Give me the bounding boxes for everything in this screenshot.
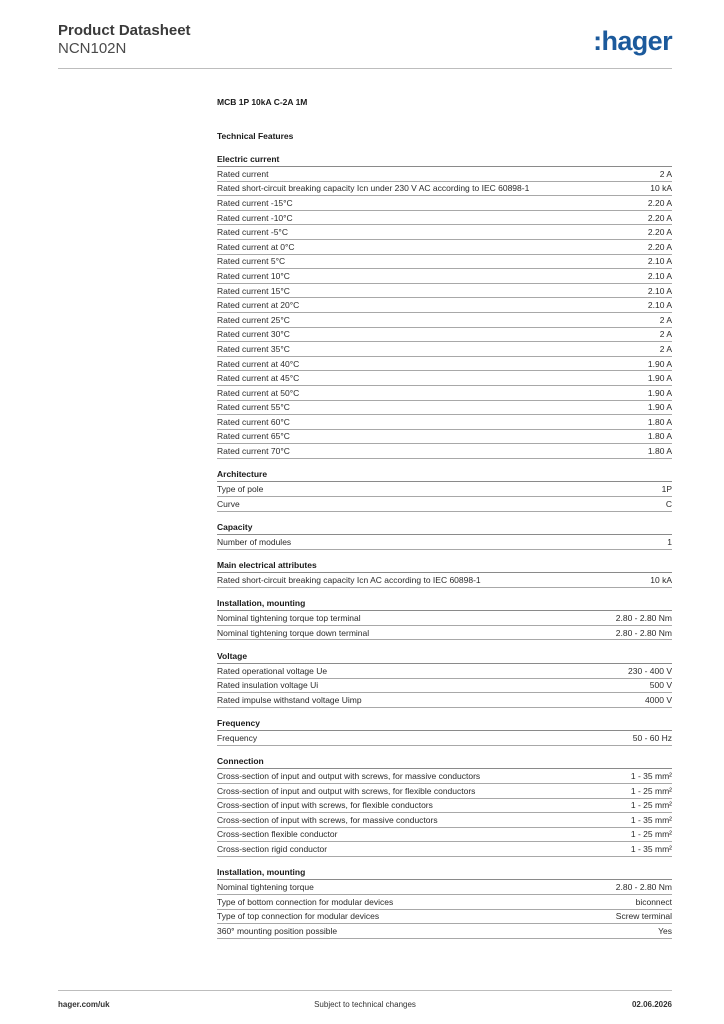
feature-value: 1 - 25 mm² [630, 800, 672, 811]
feature-value: biconnect [635, 896, 672, 907]
feature-value: 2.10 A [647, 256, 672, 267]
feature-value: 1 [667, 536, 672, 547]
feature-row [217, 386, 672, 401]
feature-value: 1P [661, 484, 672, 495]
product-code: NCN102N [58, 40, 127, 57]
feature-row [217, 401, 672, 416]
feature-row [217, 535, 672, 550]
feature-label: Rated current 55°C [217, 402, 290, 413]
feature-row [217, 828, 672, 843]
product-name: MCB 1P 10kA C-2A 1M [217, 97, 308, 107]
feature-row [217, 664, 672, 679]
feature-value: 230 - 400 V [628, 665, 672, 676]
feature-row [217, 895, 672, 910]
feature-value: 1.90 A [647, 358, 672, 369]
footer-notice: Subject to technical changes [314, 1000, 416, 1009]
hager-logo [593, 26, 672, 57]
feature-label: Rated current [217, 168, 269, 179]
section-title: Voltage [217, 650, 672, 664]
feature-label: Number of modules [217, 536, 292, 547]
feature-label: Cross-section of input with screws, for massive conductors [217, 814, 438, 825]
feature-value: 1 - 25 mm² [630, 785, 672, 796]
feature-value: 2 A [659, 168, 672, 179]
feature-value: 1.90 A [647, 387, 672, 398]
feature-row [217, 357, 672, 372]
feature-label: Rated current 30°C [217, 329, 290, 340]
feature-value: 10 kA [650, 574, 672, 585]
feature-value: 2.80 - 2.80 Nm [615, 627, 672, 638]
feature-section [217, 559, 672, 588]
feature-row [217, 430, 672, 445]
feature-row [217, 731, 672, 746]
feature-row [217, 284, 672, 299]
feature-section [217, 521, 672, 550]
feature-label: Rated current -5°C [217, 227, 288, 238]
section-title: Installation, mounting [217, 597, 672, 611]
feature-label: Cross-section flexible conductor [217, 829, 338, 840]
feature-row [217, 255, 672, 270]
logo-text: hager [601, 26, 672, 56]
feature-label: Nominal tightening torque top terminal [217, 613, 361, 624]
feature-row [217, 342, 672, 357]
feature-label: Rated current 5°C [217, 256, 286, 267]
feature-label: Rated current 25°C [217, 314, 290, 325]
feature-label: Cross-section of input with screws, for flexible conductors [217, 800, 433, 811]
feature-row [217, 415, 672, 430]
feature-sections [217, 153, 672, 939]
feature-value: 1 - 35 mm² [630, 844, 672, 855]
feature-row [217, 371, 672, 386]
feature-row [217, 880, 672, 895]
footer-date: 02.06.2026 [631, 1000, 672, 1009]
feature-label: Rated current -10°C [217, 212, 293, 223]
feature-row [217, 225, 672, 240]
feature-row [217, 444, 672, 459]
feature-label: Nominal tightening torque down terminal [217, 627, 370, 638]
feature-label: Rated current 70°C [217, 446, 290, 457]
feature-row [217, 769, 672, 784]
feature-row [217, 842, 672, 857]
feature-label: Curve [217, 498, 240, 509]
feature-row [217, 573, 672, 588]
feature-row [217, 211, 672, 226]
feature-value: 2.20 A [647, 241, 672, 252]
document-title: Product Datasheet [58, 22, 191, 39]
feature-value: 2.20 A [647, 197, 672, 208]
feature-section [217, 153, 672, 459]
feature-row [217, 784, 672, 799]
feature-section [217, 717, 672, 746]
datasheet-content [217, 96, 672, 948]
feature-section [217, 597, 672, 640]
feature-label: Type of top connection for modular devices [217, 911, 380, 922]
feature-row [217, 626, 672, 641]
feature-row [217, 679, 672, 694]
feature-value: 2.10 A [647, 300, 672, 311]
feature-value: 2.80 - 2.80 Nm [615, 882, 672, 893]
page-header [58, 22, 672, 69]
feature-label: Rated short-circuit breaking capacity Icn under 230 V AC according to IEC 60898-1 [217, 183, 530, 194]
feature-value: 1 - 35 mm² [630, 771, 672, 782]
feature-row [217, 693, 672, 708]
section-title: Installation, mounting [217, 866, 672, 880]
feature-value: 2.80 - 2.80 Nm [615, 613, 672, 624]
feature-label: Rated current at 50°C [217, 387, 300, 398]
feature-value: 2 A [659, 343, 672, 354]
feature-label: Cross-section of input and output with screws, for flexible conductors [217, 785, 476, 796]
feature-row [217, 482, 672, 497]
page-footer [58, 990, 672, 1013]
feature-label: Nominal tightening torque [217, 882, 314, 893]
feature-row [217, 298, 672, 313]
feature-value: 2.20 A [647, 212, 672, 223]
section-title: Architecture [217, 468, 672, 482]
feature-row [217, 328, 672, 343]
feature-label: Rated current at 45°C [217, 373, 300, 384]
feature-label: Type of bottom connection for modular devices [217, 896, 394, 907]
feature-row [217, 799, 672, 814]
feature-row [217, 497, 672, 512]
feature-label: Cross-section of input and output with screws, for massive conductors [217, 771, 481, 782]
feature-value: 1.90 A [647, 402, 672, 413]
feature-row [217, 182, 672, 197]
feature-value: 2 A [659, 329, 672, 340]
section-title: Electric current [217, 153, 672, 167]
section-title: Main electrical attributes [217, 559, 672, 573]
feature-label: Frequency [217, 733, 258, 744]
feature-value: 1 - 25 mm² [630, 829, 672, 840]
feature-label: 360° mounting position possible [217, 925, 338, 936]
feature-label: Rated current 65°C [217, 431, 290, 442]
feature-label: Rated current at 40°C [217, 358, 300, 369]
feature-value: 2.10 A [647, 285, 672, 296]
feature-row [217, 611, 672, 626]
feature-row [217, 167, 672, 182]
feature-label: Rated current 60°C [217, 416, 290, 427]
feature-label: Rated current -15°C [217, 197, 293, 208]
feature-label: Type of pole [217, 484, 264, 495]
feature-value: 1.90 A [647, 373, 672, 384]
feature-value: 4000 V [645, 694, 672, 705]
feature-label: Rated current 15°C [217, 285, 290, 296]
feature-value: 2 A [659, 314, 672, 325]
feature-value: C [665, 498, 672, 509]
feature-label: Rated operational voltage Ue [217, 665, 328, 676]
feature-row [217, 269, 672, 284]
feature-value: 2.10 A [647, 270, 672, 281]
section-title: Frequency [217, 717, 672, 731]
feature-value: 10 kA [650, 183, 672, 194]
feature-value: 1.80 A [647, 416, 672, 427]
section-title: Connection [217, 755, 672, 769]
feature-value: 1.80 A [647, 446, 672, 457]
feature-label: Rated current at 20°C [217, 300, 300, 311]
feature-row [217, 813, 672, 828]
section-title: Capacity [217, 521, 672, 535]
technical-features-heading: Technical Features [217, 131, 294, 141]
feature-section [217, 650, 672, 708]
feature-label: Rated current 35°C [217, 343, 290, 354]
feature-value: 50 - 60 Hz [632, 733, 672, 744]
feature-label: Cross-section rigid conductor [217, 844, 328, 855]
feature-value: 500 V [649, 680, 672, 691]
feature-label: Rated impulse withstand voltage Uimp [217, 694, 362, 705]
feature-label: Rated short-circuit breaking capacity Icn AC according to IEC 60898-1 [217, 574, 481, 585]
logo-dots-icon: : [593, 26, 602, 56]
feature-value: 1.80 A [647, 431, 672, 442]
feature-value: 2.20 A [647, 227, 672, 238]
feature-section [217, 866, 672, 938]
feature-value: Screw terminal [615, 911, 672, 922]
feature-label: Rated insulation voltage Ui [217, 680, 319, 691]
feature-section [217, 755, 672, 857]
feature-row [217, 313, 672, 328]
feature-row [217, 240, 672, 255]
feature-value: Yes [658, 925, 672, 936]
feature-row [217, 910, 672, 925]
feature-label: Rated current 10°C [217, 270, 290, 281]
feature-section [217, 468, 672, 511]
feature-label: Rated current at 0°C [217, 241, 295, 252]
footer-website: hager.com/uk [58, 1000, 110, 1009]
feature-row [217, 924, 672, 939]
feature-row [217, 196, 672, 211]
feature-value: 1 - 35 mm² [630, 814, 672, 825]
